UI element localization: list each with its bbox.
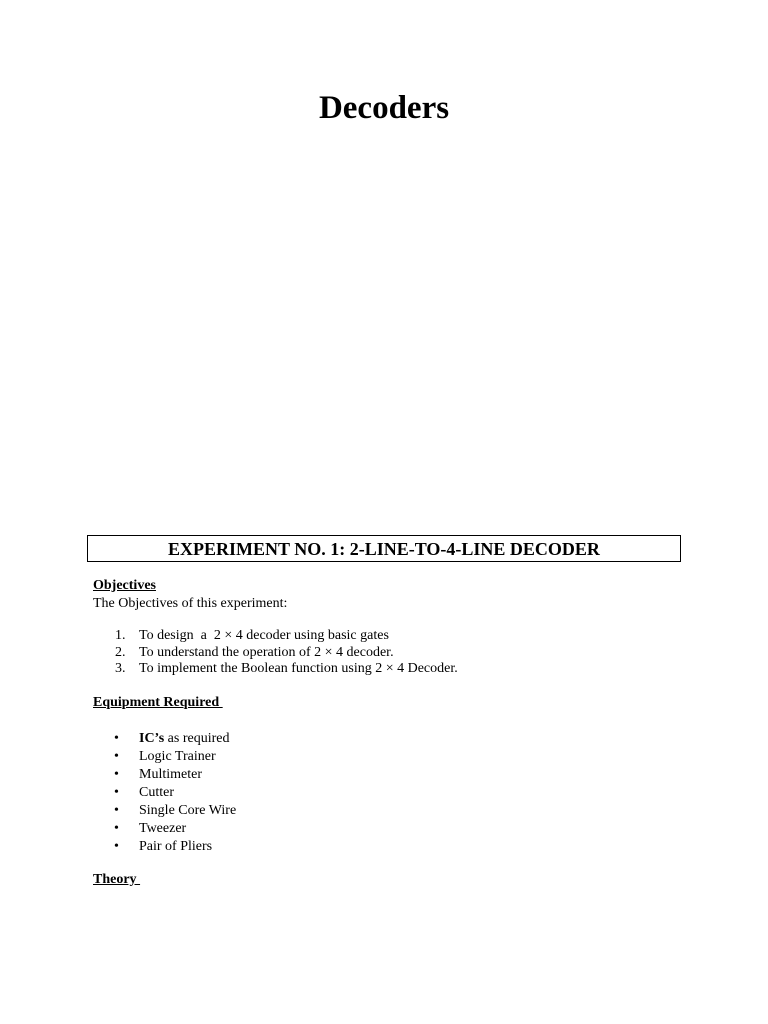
bullet-icon: • <box>114 803 119 818</box>
list-item-text <box>139 730 229 748</box>
list-item-number: 1. <box>115 628 126 643</box>
bullet-icon: • <box>114 749 119 764</box>
list-item-text: Logic Trainer <box>139 749 216 764</box>
equipment-heading: Equipment Required <box>93 695 223 710</box>
list-item-text: Tweezer <box>139 821 187 836</box>
objectives-intro: The Objectives of this experiment: <box>93 596 288 611</box>
experiment-heading: EXPERIMENT NO. 1: 2-LINE-TO-4-LINE DECODER <box>87 535 681 562</box>
bullet-icon: • <box>114 767 119 782</box>
list-item-text: Cutter <box>139 785 174 800</box>
ics-label: IC’s <box>139 731 165 746</box>
bullet-icon: • <box>114 785 119 800</box>
page-title: Decoders <box>318 90 450 126</box>
bullet-icon: • <box>114 839 119 854</box>
theory-heading: Theory <box>93 872 141 887</box>
list-item-text: To understand the operation of 2 × 4 decoder. <box>139 644 394 660</box>
list-item-text: To implement the Boolean function using 2 × 4 Decoder. <box>139 661 458 676</box>
ics-note: as required <box>164 731 230 746</box>
list-item-number: 2. <box>115 644 126 660</box>
bullet-icon: • <box>114 731 119 746</box>
objectives-heading: Objectives <box>93 578 156 593</box>
list-item-text: Pair of Pliers <box>139 839 213 854</box>
list-item-number: 3. <box>115 661 126 676</box>
list-item-text: Single Core Wire <box>139 803 237 818</box>
bullet-icon: • <box>114 821 119 836</box>
list-item-text: To design a 2 × 4 decoder using basic gates <box>139 628 389 643</box>
list-item-text: Multimeter <box>139 767 202 782</box>
